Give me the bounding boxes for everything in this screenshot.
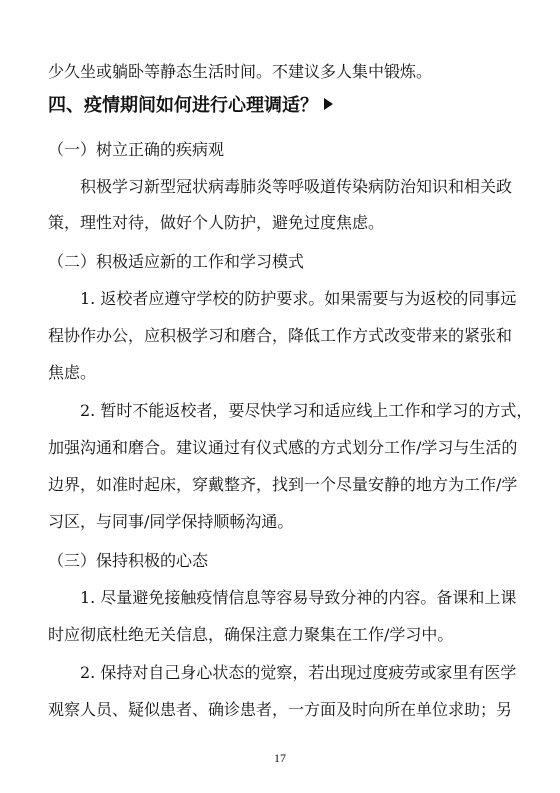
- paragraph-line: 加强沟通和磨合。建议通过有仪式感的方式划分工作/学习与生活的: [48, 438, 518, 457]
- paragraph-line: 2. 暂时不能返校者，要尽快学习和适应线上工作和学习的方式，: [80, 401, 533, 420]
- section-heading-text: 四、疫情期间如何进行心理调适？: [48, 95, 318, 116]
- paragraph-line: 时应彻底杜绝无关信息，确保注意力聚集在工作/学习中。: [48, 625, 454, 644]
- section-heading: [48, 93, 333, 119]
- paragraph-line: 观察人员、疑似患者、确诊患者，一方面及时向所在单位求助；另: [48, 700, 513, 719]
- paragraph-line: 2. 保持对自己身心状态的觉察，若出现过度疲劳或家里有医学: [80, 663, 517, 682]
- subsection-title: （二）积极适应新的工作和学习模式: [48, 252, 305, 271]
- paragraph-line: 1. 尽量避免接触疫情信息等容易导致分神的内容。备课和上课: [80, 588, 517, 607]
- right-triangle-icon: [324, 98, 333, 110]
- page-number: 17: [274, 751, 286, 765]
- paragraph-line: 1. 返校者应遵守学校的防护要求。如果需要与为返校的同事远: [80, 289, 517, 308]
- paragraph-line: 边界，如准时起床，穿戴整齐，找到一个尽量安静的地方为工作/学: [48, 475, 518, 494]
- paragraph-line: 积极学习新型冠状病毒肺炎等呼吸道传染病防治知识和相关政: [80, 177, 513, 196]
- paragraph-line: 习区，与同事/同学保持顺畅沟通。: [48, 512, 294, 531]
- subsection-title: （一）树立正确的疾病观: [48, 140, 225, 159]
- paragraph-line: 焦虑。: [48, 363, 97, 382]
- paragraph-line: 程协作办公，应积极学习和磨合，降低工作方式改变带来的紧张和: [48, 326, 513, 345]
- text-line: 少久坐或躺卧等静态生活时间。不建议多人集中锻炼。: [48, 62, 433, 81]
- subsection-title: （三）保持积极的心态: [48, 551, 209, 570]
- paragraph-line: 策，理性对待，做好个人防护，避免过度焦虑。: [48, 213, 385, 232]
